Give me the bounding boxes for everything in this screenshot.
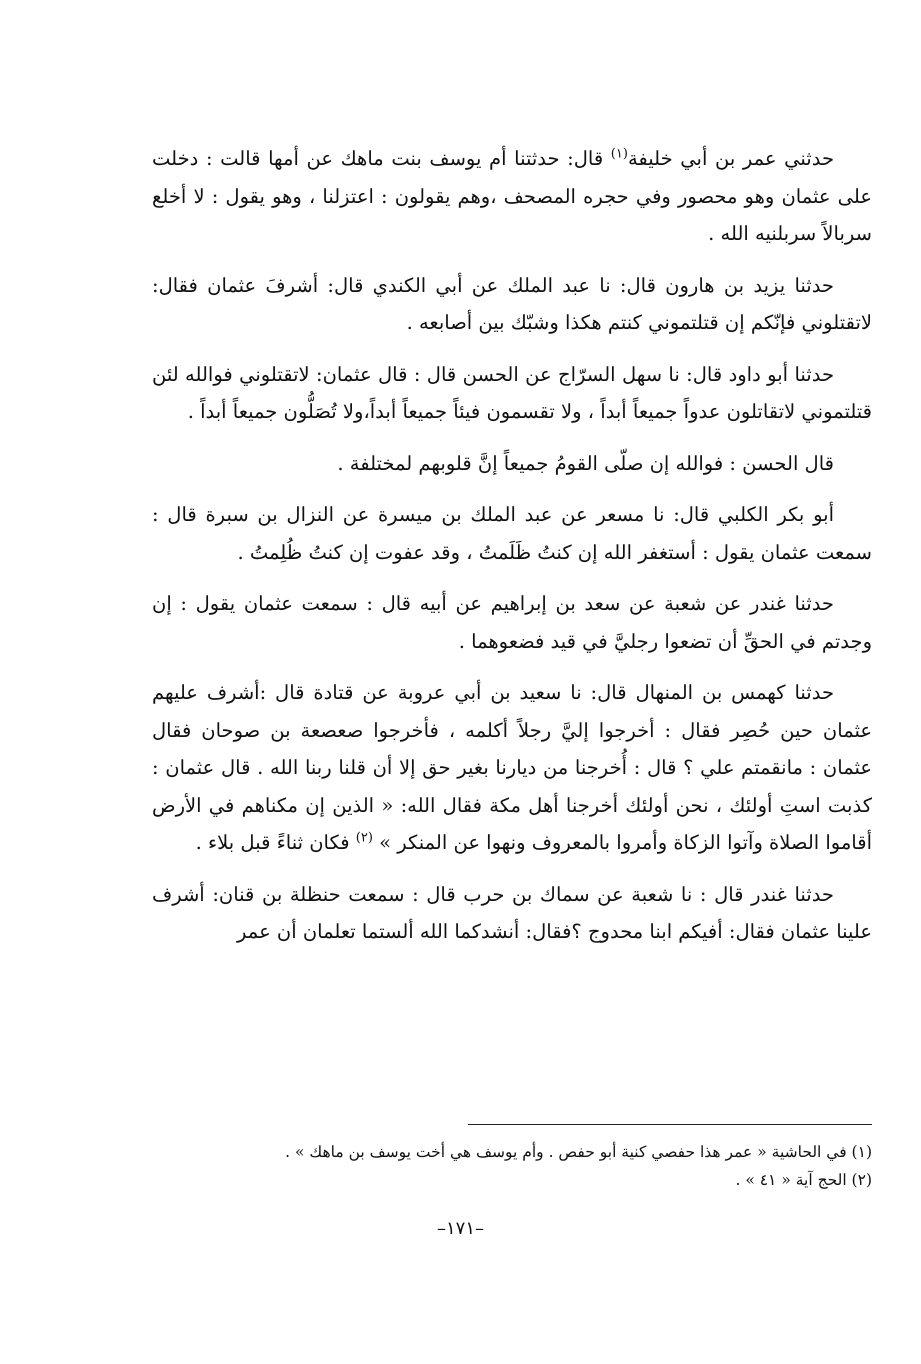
paragraph-3: حدثنا أبو داود قال: نا سهل السرّاج عن الحسن قال : قال عثمان: لاتقتلوني فوالله لئن قتلتموني لاتقاتلون عدواً جميعاً أبداً ، ولا تقسمون فيئاً جميعاً أبداً،ولا تُصَلُّون جميعاً أبداً . bbox=[152, 362, 872, 423]
paragraph-8: حدثنا غندر قال : نا شعبة عن سماك بن حرب قال : سمعت حنظلة بن قنان: أشرف علينا عثمان فقال: أفيكم ابنا محدوج ؟فقال: أنشدكما الله ألستما تعلمان أن عمر bbox=[152, 882, 872, 943]
page-number: –١٧١– bbox=[436, 1218, 484, 1239]
paragraph-2: حدثنا يزيد بن هارون قال: نا عبد الملك عن أبي الكندي قال: أشرفَ عثمان فقال: لاتقتلوني فإنّكم إن قتلتموني كنتم هكذا وشبّك بين أصابعه . bbox=[152, 273, 872, 334]
paragraph-text: فكان ثناءً قبل بلاء . bbox=[195, 831, 356, 854]
footnote-marker-2: (٢) bbox=[355, 830, 373, 846]
paragraph-5: أبو بكر الكلبي قال: نا مسعر عن عبد الملك بن ميسرة عن النزال بن سبرة قال : سمعت عثمان يقول : أستغفر الله إن كنتُ ظَلَمتُ ، وقد عفوت إن كنتُ ظُلِمتُ . bbox=[152, 503, 872, 564]
paragraph-6: حدثنا غندر عن شعبة عن سعد بن إبراهيم عن أبيه قال : سمعت عثمان يقول : إن وجدتم في الحقِّ أن تضعوا رجليَّ في قيد فضعوهما . bbox=[152, 592, 872, 653]
paragraph-text: حدثني عمر بن أبي خليفة bbox=[627, 147, 834, 170]
paragraph-7 bbox=[152, 674, 872, 862]
paragraph-4: قال الحسن : فوالله إن صلّى القومُ جميعاً إنَّ قلوبهم لمختلفة . bbox=[337, 451, 834, 475]
paragraph-text: قال: حدثتنا أم يوسف بنت ماهك عن أمها قالت : دخلت على عثمان وهو محصور وفي حجره المصحف ،وهم يقولون : اعتزلنا ، وهو يقول : لا أخلع سربالاً سربلنيه الله . bbox=[152, 147, 872, 245]
footnote-2: (٢) الحج آية « ٤١ » . bbox=[735, 1171, 872, 1189]
main-text bbox=[152, 140, 872, 965]
footnote-divider bbox=[468, 1124, 872, 1125]
paragraph-text: حدثنا كهمس بن المنهال قال: نا سعيد بن أبي عروبة عن قتادة قال :أشرف عليهم عثمان حين حُصِر فقال : أخرجوا إليَّ رجلاً أكلمه ، فأخرجوا صعصعة بن صوحان فقال عثمان : مانقمتم علي ؟ قال : أُخرجنا من ديارنا بغير حق إلا أن قلنا ربنا الله . قال عثمان : كذبت استِ أولئك ، نحن أولئك أخرجنا أهل مكة فقال الله: « الذين إن مكناهم في الأرض أقاموا الصلاة وآتوا الزكاة وأمروا بالمعروف ونهوا عن المنكر » bbox=[152, 681, 872, 854]
footnote-1: (١) في الحاشية « عمر هذا حفصي كنية أبو حفص . وأم يوسف هي أخت يوسف بن ماهك » . bbox=[285, 1143, 872, 1161]
footnotes bbox=[152, 1138, 872, 1194]
paragraph-1 bbox=[152, 140, 872, 253]
footnote-marker-1: (١) bbox=[610, 146, 628, 162]
